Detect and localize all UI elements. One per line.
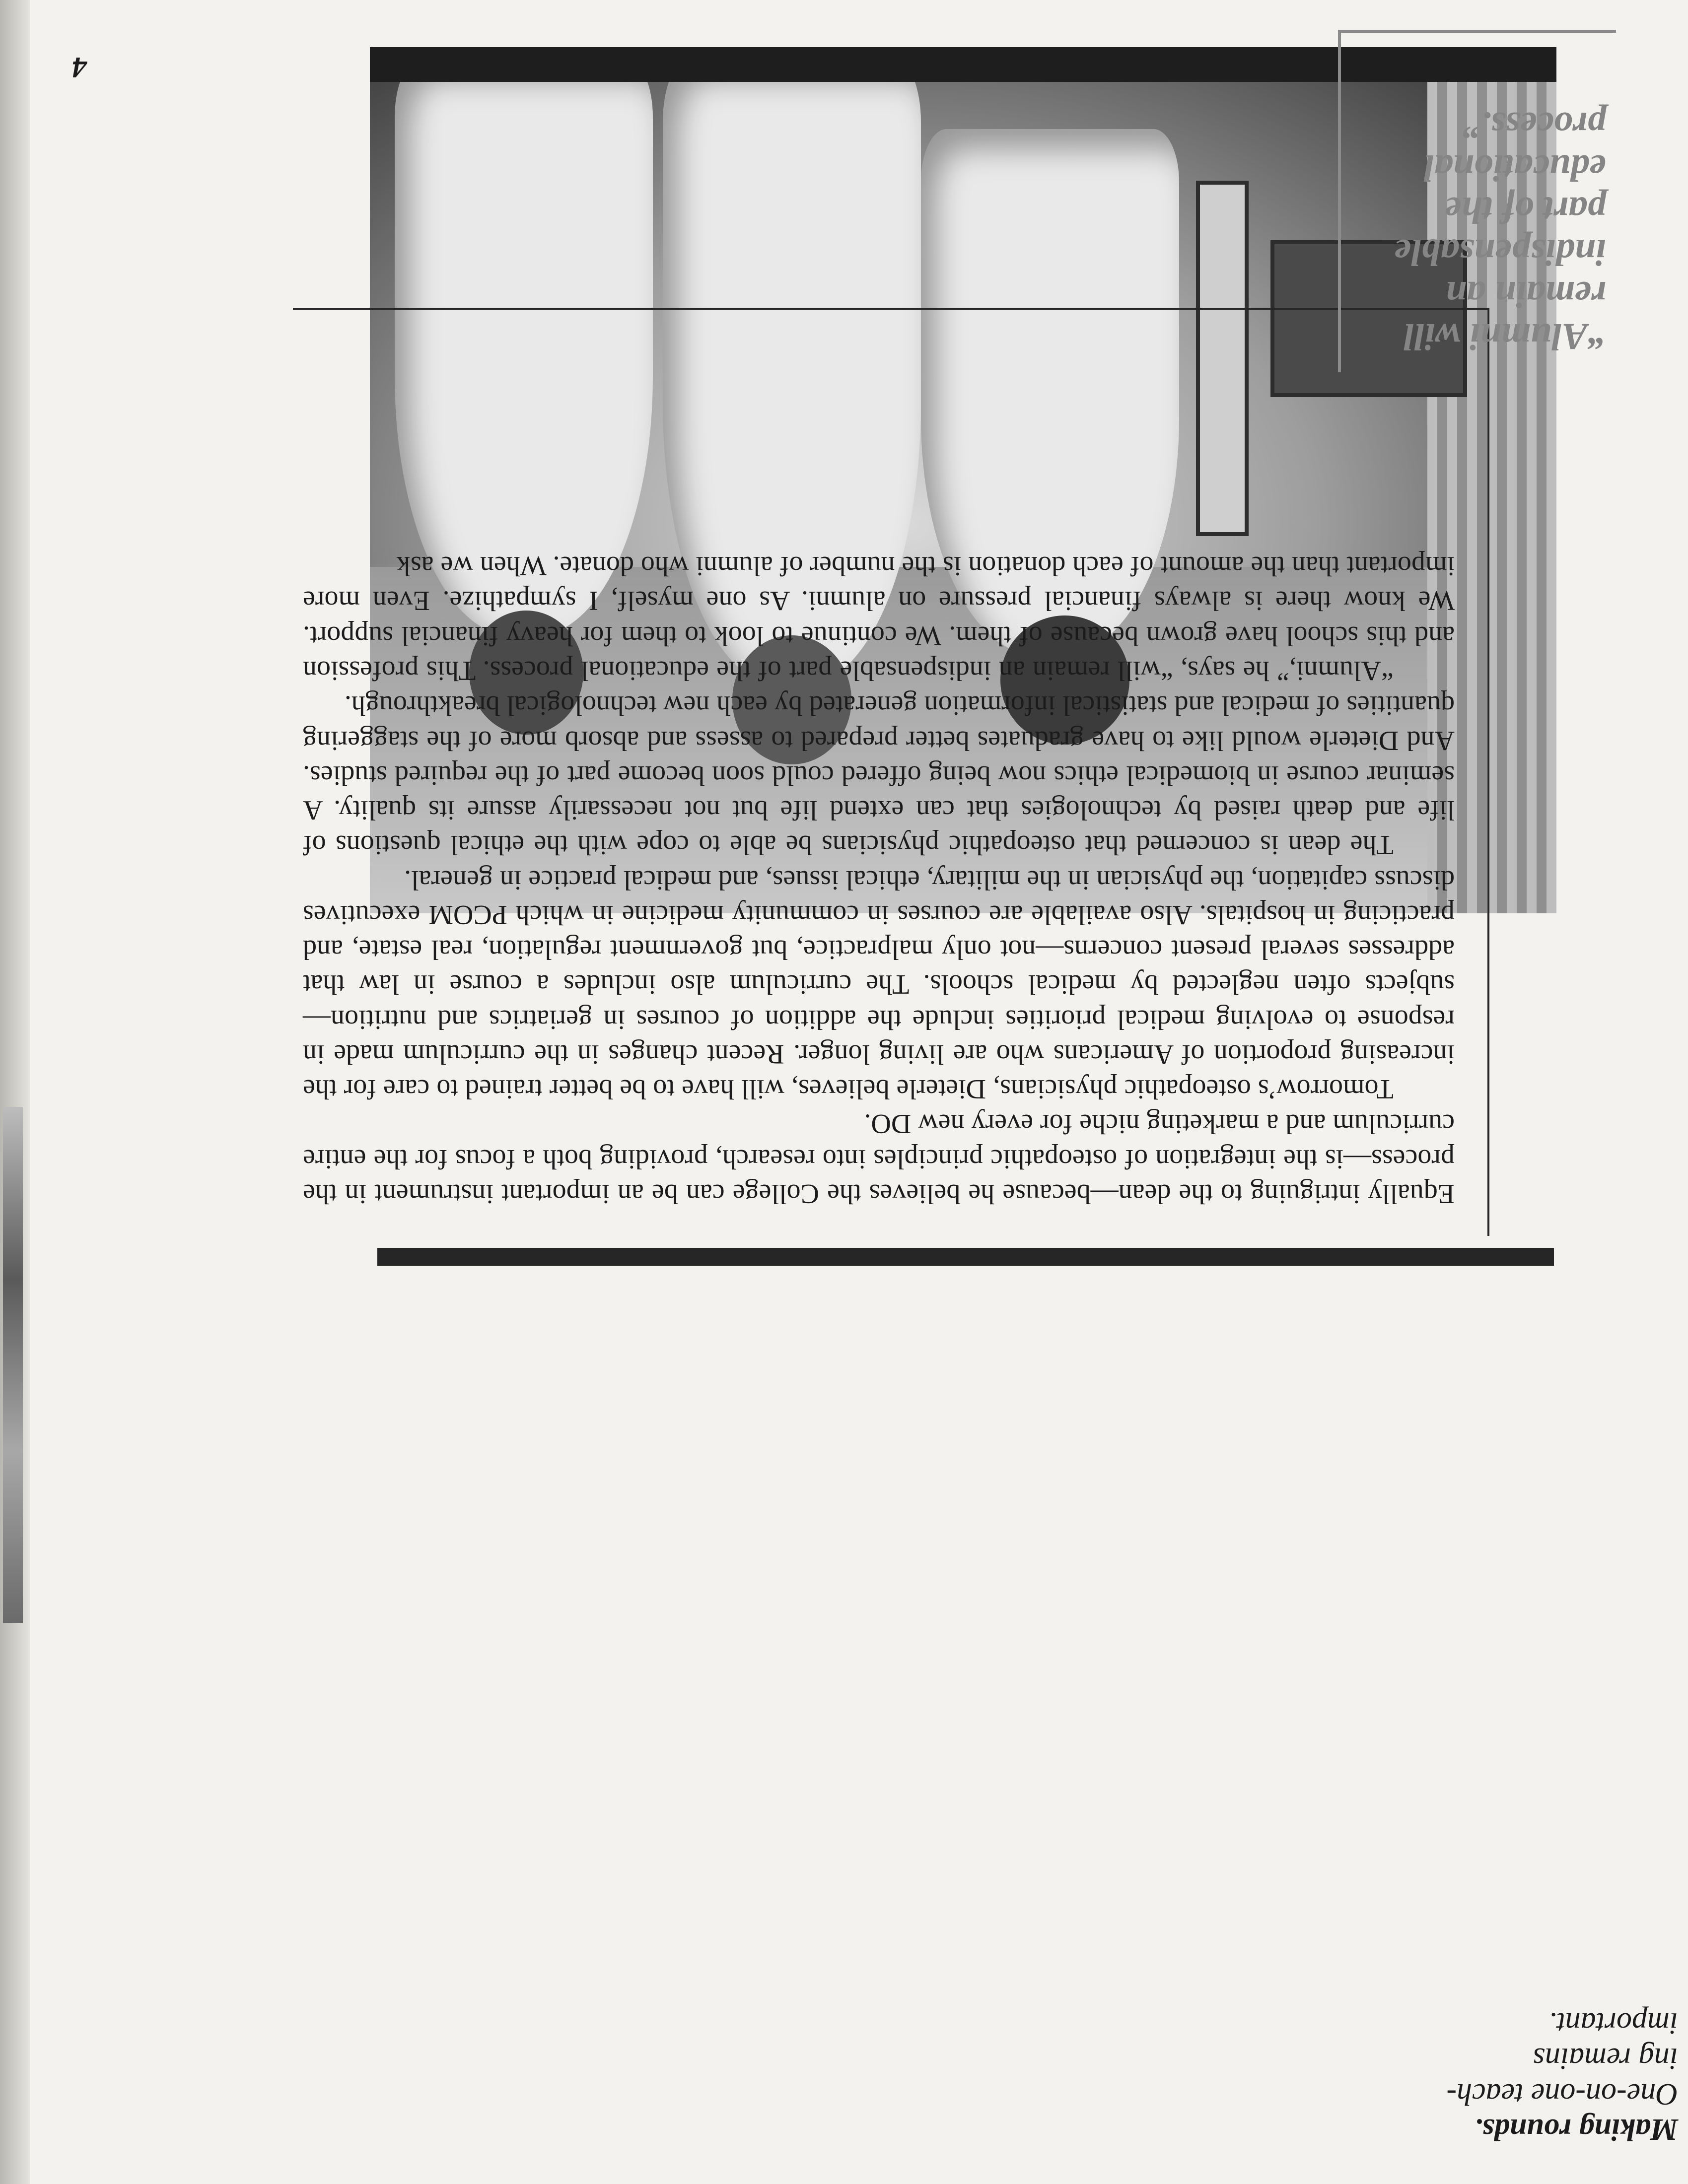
article-paragraph: Tomorrow’s osteopathic physicians, Dieterle believes, will have to be better trained to care for the increasing proportion of Americans who are living longer. Recent changes in the curriculum made in response to evolving medical priorities include the addition of courses in geriatrics and nutrition—subjects often neglected by medical schools. The curriculum also includes a course in law that addresses several present concerns—not only malpractice, but government regulation, real estate, and practicing in hospitals. Also available are courses in community medicine in which PCOM executives discuss capitation, the physician in the military, ethical issues, and medical practice in general.: [303, 864, 1455, 1105]
facing-page-photo-edge: [3, 1107, 23, 1623]
article-paragraph: The dean is concerned that osteopathic physicians be able to cope with the ethical questions of life and death raised by technologies that can extend life but not necessarily assure its quality. A seminar course in biomedical ethics now being offered could soon become part of the required studies. And Dieterle would like to have graduates better prepared to assess and absorb more of the staggering quantities of medical and statistical information generated by each new technological breakthrough.: [303, 690, 1455, 861]
article-paragraph: “Alumni,” he says, “will remain an indispensable part of the educational process. This profession and this school have grown because of them. We continue to look to them for heavy financial support. We know there is always financial pressure on alumni. As one myself, I sympathize. Even more important than the amount of each donation is the number of alumni who donate. When we ask: [303, 550, 1455, 686]
caption-line: ing remains: [1533, 2042, 1678, 2076]
caption-line: One-on-one teach-: [1446, 2077, 1678, 2111]
pull-quote-text: “Alumni will remain an indispensable part of the educational process.”: [1394, 104, 1606, 357]
caption-line: important.: [1548, 2006, 1678, 2041]
pull-quote: [1338, 30, 1616, 372]
photo-caption-block: [1440, 2005, 1678, 2147]
page-number: 4: [72, 51, 87, 84]
section-rule: [377, 1248, 1554, 1266]
page-gutter: [0, 0, 30, 2184]
caption-line: Making rounds.: [1474, 2113, 1678, 2147]
article-paragraph: Equally intriguing to the dean—because he believes the College can be an important instrument in the process—is the integration of osteopathic principles into research, providing both a focus for the entire curriculum and a marketing niche for every new DO.: [303, 1108, 1455, 1209]
article-frame: [293, 308, 1489, 1236]
